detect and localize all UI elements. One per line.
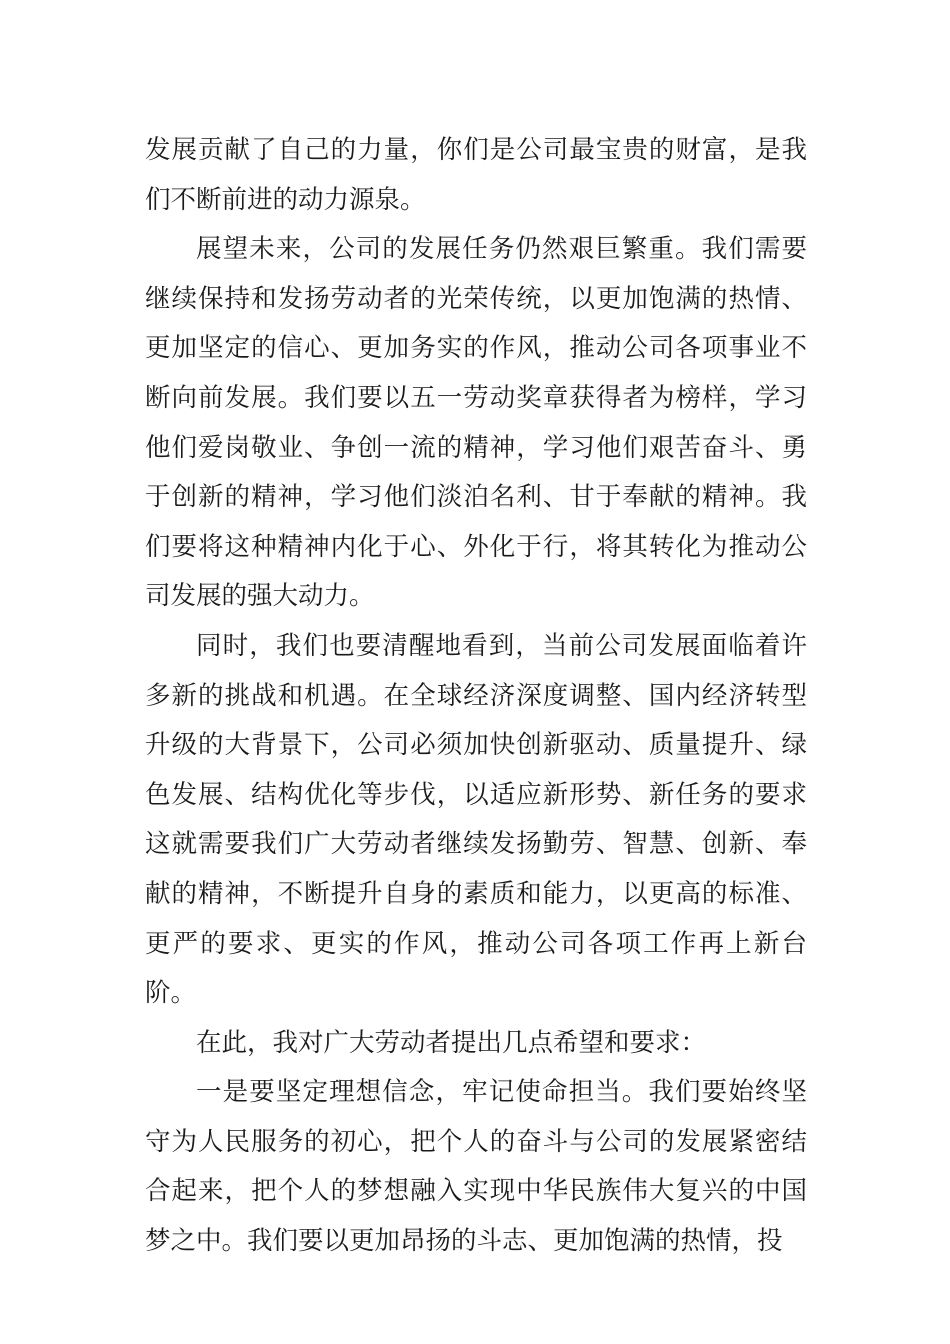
paragraph-outlook: 展望未来，公司的发展任务仍然艰巨繁重。我们需要继续保持和发扬劳动者的光荣传统，以更加饱满的热情、更加坚定的信心、更加务实的作风，推动公司各项事业不断向前发展。我们要以五一劳动奖章获得者为榜样，学习他们爱岗敬业、争创一流的精神，学习他们艰苦奋斗、勇于创新的精神，学习他们淡泊名利、甘于奉献的精神。我们要将这种精神内化于心、外化于行，将其转化为推动公司发展的强大动力。: [145, 234, 807, 612]
paragraph-point-one: 一是要坚定理想信念，牢记使命担当。我们要始终坚守为人民服务的初心，把个人的奋斗与公司的发展紧密结合起来，把个人的梦想融入实现中华民族伟大复兴的中国梦之中。我们要以更加昂扬的斗志、更加饱满的热情，投: [145, 1077, 807, 1257]
paragraph-challenges: 同时，我们也要清醒地看到，当前公司发展面临着许多新的挑战和机遇。在全球经济深度调整、国内经济转型升级的大背景下，公司必须加快创新驱动、质量提升、绿色发展、结构优化等步伐，以适应新形势、新任务的要求这就需要我们广大劳动者继续发扬勤劳、智慧、创新、奉献的精神，不断提升自身的素质和能力，以更高的标准、更严的要求、更实的作风，推动公司各项工作再上新台阶。: [145, 630, 807, 1009]
document-body: [145, 126, 807, 1267]
paragraph-continued: 发展贡献了自己的力量，你们是公司最宝贵的财富，是我们不断前进的动力源泉。: [145, 135, 807, 215]
paragraph-hopes-intro: 在此，我对广大劳动者提出几点希望和要求：: [196, 1027, 707, 1058]
